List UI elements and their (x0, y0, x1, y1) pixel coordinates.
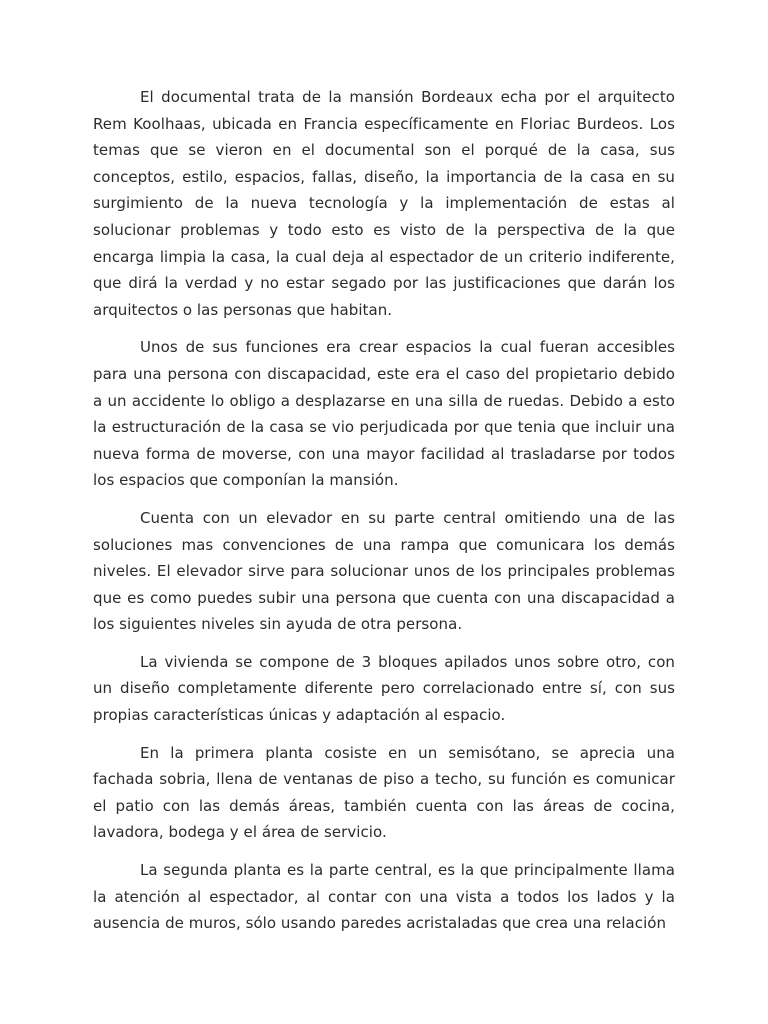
paragraph: La vivienda se compone de 3 bloques apilados unos sobre otro, con un diseño completamente diferente pero correlacionado entre sí, con sus propias características únicas y adaptación al espacio. (93, 652, 675, 725)
paragraph: El documental trata de la mansión Bordeaux echa por el arquitecto Rem Koolhaas, ubicada en Francia específicamente en Floriac Burdeos. Los temas que se vieron en el documental son el porqué de la casa, sus conceptos, estilo, espacios, fallas, diseño, la importancia de la casa en su surgimiento de la nueva tecnología y la implementación de estas al solucionar problemas y todo esto es visto de la perspectiva de la que encarga limpia la casa, la cual deja al espectador de un criterio indiferente, que dirá la verdad y no estar segado por las justificaciones que darán los arquitectos o las personas que habitan. (93, 88, 675, 319)
paragraph: La segunda planta es la parte central, es la que principalmente llama la atención al espectador, al contar con una vista a todos los lados y la ausencia de muros, sólo usando paredes acristaladas que crea una relación (93, 861, 675, 933)
paragraph: Cuenta con un elevador en su parte central omitiendo una de las soluciones mas convenciones de una rampa que comunicara los demás niveles. El elevador sirve para solucionar unos de los principales problemas que es como puedes subir una persona que cuenta con una discapacidad a los siguientes niveles sin ayuda de otra persona. (93, 508, 675, 634)
document-body (93, 84, 675, 948)
paragraph: En la primera planta cosiste en un semisótano, se aprecia una fachada sobria, llena de ventanas de piso a techo, su función es comunicar el patio con las demás áreas, también cuenta con las áreas de cocina, lavadora, bodega y el área de servicio. (93, 743, 675, 842)
paragraph: Unos de sus funciones era crear espacios la cual fueran accesibles para una persona con discapacidad, este era el caso del propietario debido a un accidente lo obligo a desplazarse en una silla de ruedas. Debido a esto la estructuración de la casa se vio perjudicada por que tenia que incluir una nueva forma de moverse, con una mayor facilidad al trasladarse por todos los espacios que componían la mansión. (93, 338, 675, 490)
